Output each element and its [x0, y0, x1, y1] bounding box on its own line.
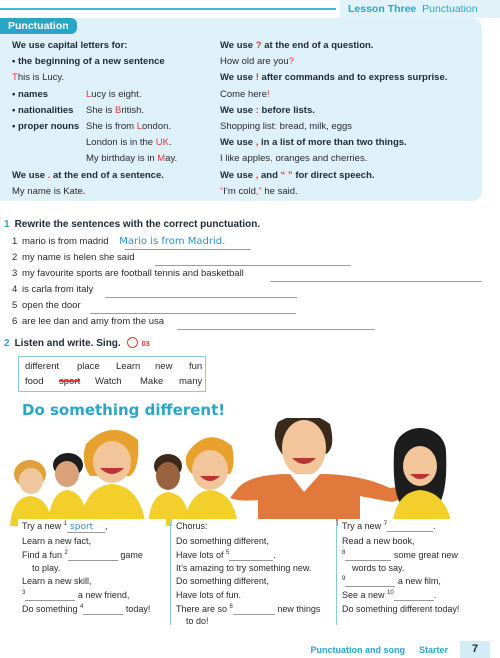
proper-nouns-example-3: My birthday is in May.	[86, 153, 178, 165]
exercise-1-heading: 1 Rewrite the sentences with the correct punctuation.	[4, 219, 261, 230]
exercise-1-item: 3 my favourite sports are football tennis and basketball	[12, 268, 492, 284]
lyric-line: Read a new book,	[342, 536, 415, 546]
answer-text: Mario is from Madrid.	[119, 236, 226, 247]
proper-nouns-row: • proper nouns She is from London.	[12, 119, 212, 135]
fullstop-rule: We use . at the end of a sentence.	[12, 169, 164, 181]
speech-rule: We use , and “ ” for direct speech.	[220, 169, 375, 181]
word-item: new	[155, 361, 173, 372]
answer-blank[interactable]	[387, 521, 433, 532]
audio-cd-icon[interactable]	[127, 337, 138, 348]
singing-children-illustration	[0, 418, 500, 526]
answer-text[interactable]: sport	[67, 522, 105, 533]
child-illustration	[392, 428, 452, 526]
lesson-title	[340, 0, 500, 18]
page-footer	[0, 641, 500, 658]
lyric-line: Learn a new skill,	[22, 576, 92, 586]
rules-box-tab: Punctuation	[0, 18, 77, 34]
word-item: Make	[140, 376, 164, 387]
lyric-line: $^3$ a new friend,	[22, 590, 130, 600]
column-divider	[170, 521, 171, 625]
song-title: Do something different!	[22, 401, 226, 419]
song-verse-1	[18, 519, 166, 627]
capitals-heading: We use capital letters for:	[12, 40, 128, 51]
child-illustration	[80, 430, 146, 526]
names-row: • names Lucy is eight.	[12, 87, 212, 103]
colon-example: Shopping list: bread, milk, eggs	[220, 121, 353, 133]
answer-blank[interactable]	[68, 550, 118, 561]
word-item: different	[25, 361, 60, 372]
lyric-line: Do something different today!	[342, 604, 460, 614]
answer-blank[interactable]	[345, 576, 395, 587]
column-divider	[336, 521, 337, 625]
exercise-1-item: 6 are lee dan and amy from the usa	[12, 316, 492, 332]
proper-nouns-example-2: London is in the UK.	[86, 137, 172, 149]
word-box	[18, 356, 206, 392]
lyric-line: words to say.	[352, 563, 405, 573]
lyric-line: Do something different,	[176, 576, 269, 586]
answer-blank[interactable]	[233, 604, 275, 615]
word-item: Watch	[95, 376, 122, 387]
footer-level: Starter	[418, 645, 448, 655]
song-chorus	[172, 519, 336, 627]
answer-line[interactable]	[270, 281, 482, 282]
answer-line[interactable]	[155, 265, 351, 266]
question-example: How old are you?	[220, 56, 294, 68]
word-item: fun	[189, 361, 203, 372]
sentence-bullet: • the beginning of a new sentence	[12, 54, 212, 70]
exercise-1-item: 4 is carla from italy	[12, 284, 492, 300]
lyric-line: to do!	[186, 616, 209, 626]
track-number: 03	[141, 339, 150, 348]
answer-blank[interactable]	[229, 550, 273, 561]
chorus-label: Chorus:	[176, 521, 208, 531]
header-rule	[0, 8, 336, 10]
answer-line[interactable]	[90, 313, 296, 314]
nationalities-row: • nationalities She is British.	[12, 103, 212, 119]
lyric-line: to play.	[32, 563, 61, 573]
answer-blank[interactable]	[394, 590, 434, 601]
song-verse-2	[338, 519, 488, 627]
word-item: many	[179, 376, 203, 387]
answer-blank[interactable]	[345, 550, 391, 561]
word-item-used: sport	[59, 376, 81, 387]
lyric-line: $^8$ some great new	[342, 550, 458, 560]
lyric-line: There are so $^6$ new things	[176, 604, 321, 614]
answer-line[interactable]	[177, 329, 375, 330]
exercise-1-item: 1 mario is from madrid Mario is from Madrid.	[12, 236, 492, 252]
answer-line[interactable]	[125, 249, 251, 250]
lyric-line: See a new $^{10}$ .	[342, 590, 437, 600]
word-item: food	[25, 376, 44, 387]
word-item: Learn	[116, 361, 141, 372]
child-illustration	[10, 460, 52, 526]
rules-right-column	[220, 38, 480, 200]
exercise-1-item: 2 my name is helen she said	[12, 252, 492, 268]
footer-topic: Punctuation and song Starter	[310, 645, 448, 655]
lyric-line: Have lots of fun.	[176, 590, 242, 600]
page-number: 7	[460, 641, 490, 658]
lyric-line: Do something $^4$ today!	[22, 604, 151, 614]
lyric-line: $^9$ a new film,	[342, 576, 441, 586]
rules-left-column	[12, 38, 212, 200]
lesson-topic: Punctuation	[422, 3, 478, 15]
comma-rule: We use , in a list of more than two things.	[220, 137, 407, 149]
question-rule: We use ? at the end of a question.	[220, 40, 374, 51]
child-illustration	[148, 454, 190, 526]
exclamation-example: Come here!	[220, 88, 270, 100]
lyric-line: Try a new $^1$ sport ,	[22, 521, 108, 532]
child-illustration	[184, 437, 238, 526]
lesson-label: Lesson Three	[348, 3, 417, 15]
fullstop-example: My name is Kate.	[12, 185, 86, 197]
punctuation-rules-box	[0, 18, 482, 201]
lyric-line: Learn a new fact,	[22, 536, 92, 546]
exercise-1-item: 5 open the door	[12, 300, 492, 316]
lyric-line: Do something different,	[176, 536, 269, 546]
lyric-line: It’s amazing to try something new.	[176, 563, 312, 573]
exclamation-rule: We use ! after commands and to express surprise.	[220, 72, 448, 84]
answer-blank[interactable]	[83, 604, 123, 615]
answer-blank[interactable]	[25, 590, 75, 601]
lyric-line: Have lots of $^5$ .	[176, 550, 276, 560]
page-header	[0, 0, 500, 18]
answer-line[interactable]	[105, 297, 297, 298]
lyric-line: Find a fun $^2$ game	[22, 550, 143, 560]
speech-example: “I’m cold,” he said.	[220, 185, 298, 197]
word-item: place	[77, 361, 100, 372]
sentence-example: This is Lucy.	[12, 72, 65, 84]
lyric-line: Try a new $^7$ .	[342, 521, 436, 531]
comma-example: I like apples, oranges and cherries.	[220, 153, 368, 165]
colon-rule: We use : before lists.	[220, 104, 315, 116]
exercise-2-heading: 2 Listen and write. Sing. 03	[4, 338, 150, 349]
